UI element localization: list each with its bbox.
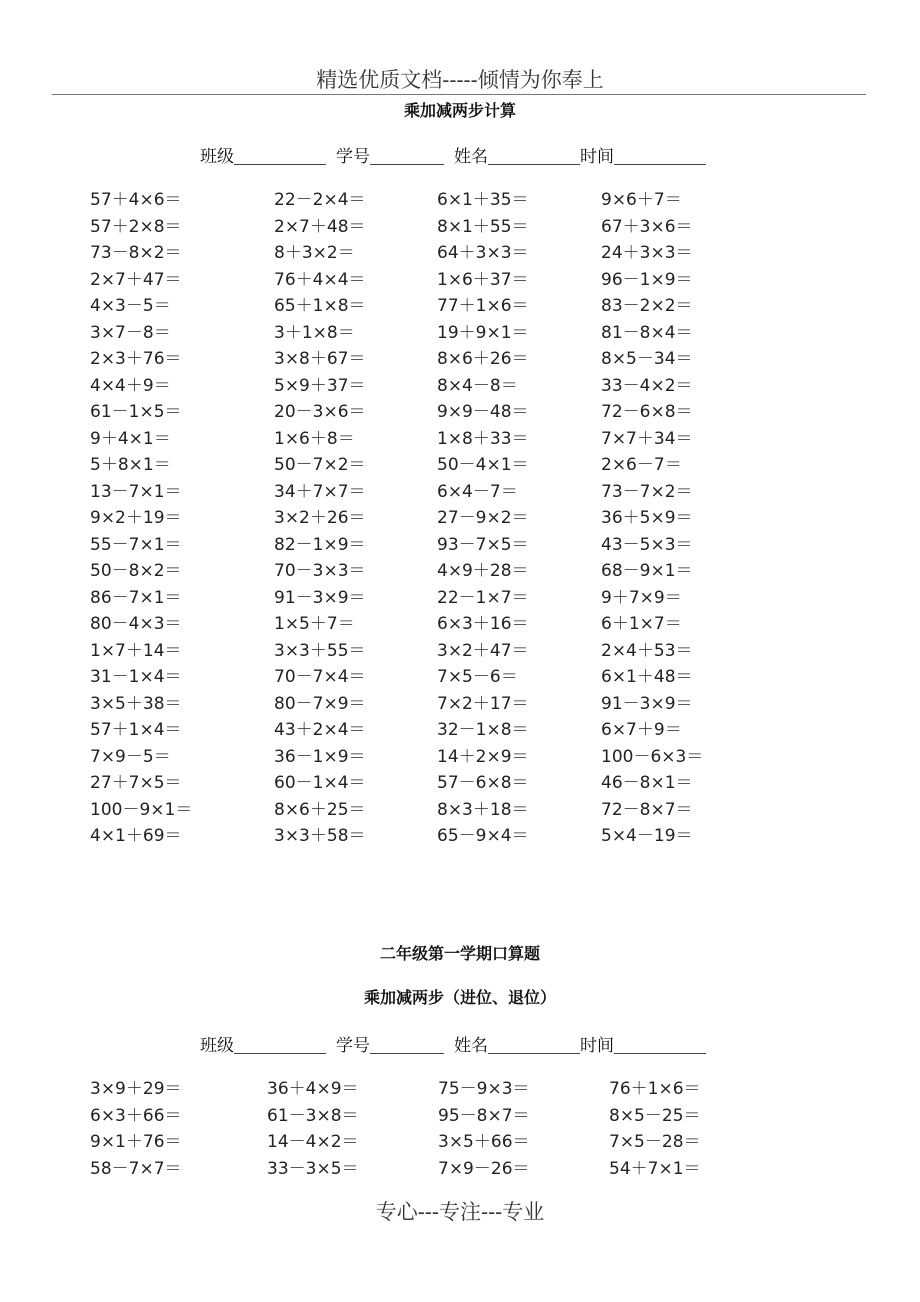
number-blank[interactable] [370,1037,444,1054]
math-problem: 24＋3×3＝ [601,243,693,263]
math-problem: 3×7－8＝ [90,322,171,343]
math-problem: 3×3＋55＝ [274,640,366,661]
math-problem: 3＋1×8＝ [274,322,355,343]
name-field[interactable] [454,142,580,167]
math-problem: 27＋7×5＝ [90,773,182,793]
math-problem: 5×4－19＝ [601,826,693,846]
math-problem: 4×4＋9＝ [90,375,171,396]
math-problem: 61－3×8＝ [267,1105,359,1126]
math-problem: 65－9×4＝ [437,826,529,846]
math-problem: 9＋4×1＝ [90,428,171,449]
class-blank[interactable] [234,148,326,165]
math-problem: 70－3×3＝ [274,561,366,581]
class-label: 班级 [200,1036,234,1056]
math-problem: 72－6×8＝ [601,402,693,422]
class-label: 班级 [200,147,234,167]
math-problem: 60－1×4＝ [274,773,366,793]
math-problem: 9×2＋19＝ [90,508,182,528]
math-problem: 70－7×4＝ [274,667,366,687]
math-problem: 8×1＋55＝ [437,216,529,237]
math-problem: 57＋1×4＝ [90,720,182,740]
section2-problem-grid [90,1074,739,1180]
math-problem: 43＋2×4＝ [274,720,366,740]
math-problem: 65＋1×8＝ [274,296,366,316]
math-problem: 1×7＋14＝ [90,640,182,661]
math-problem: 76＋4×4＝ [274,269,366,290]
math-problem: 8×5－25＝ [609,1105,701,1126]
class-blank[interactable] [234,1037,326,1054]
section2-subtitle: 乘加减两步（进位、退位） [363,988,556,1007]
math-problem: 22－2×4＝ [274,190,366,210]
number-label: 学号 [336,1036,370,1056]
math-problem: 9×6＋7＝ [601,190,682,210]
math-problem: 57＋4×6＝ [90,190,182,210]
math-problem: 22－1×7＝ [437,587,529,608]
name-blank[interactable] [488,1037,580,1054]
math-problem: 2×6－7＝ [601,455,682,475]
math-problem: 54＋7×1＝ [609,1158,701,1179]
number-blank[interactable] [370,148,444,165]
math-problem: 13－7×1＝ [90,481,182,502]
time-label: 时间 [580,147,614,167]
section1-info-row [200,142,706,167]
math-problem: 2×7＋48＝ [274,216,366,237]
math-problem: 1×6＋37＝ [437,269,529,290]
math-problem: 93－7×5＝ [437,534,529,555]
math-problem: 5×9＋37＝ [274,375,366,396]
math-problem: 100－6×3＝ [601,746,704,767]
math-problem: 6×1＋48＝ [601,667,693,687]
math-problem: 3×9＋29＝ [90,1079,182,1099]
math-problem: 27－9×2＝ [437,508,529,528]
math-problem: 33－4×2＝ [601,375,693,396]
page-header: 精选优质文档-----倾情为你奉上 [316,68,604,92]
math-problem: 8×6＋25＝ [274,799,366,820]
class-field[interactable] [200,1031,326,1056]
number-label: 学号 [336,147,370,167]
section1-title: 乘加减两步计算 [403,101,516,120]
math-problem: 6×7＋9＝ [601,720,682,740]
math-problem: 1×6＋8＝ [274,428,355,449]
math-problem: 67＋3×6＝ [601,216,693,237]
math-problem: 31－1×4＝ [90,667,182,687]
math-problem: 7×5－6＝ [437,667,518,687]
math-problem: 50－7×2＝ [274,455,366,475]
math-problem: 80－7×9＝ [274,693,366,714]
math-problem: 57＋2×8＝ [90,216,182,237]
math-problem: 7×2＋17＝ [437,693,529,714]
math-problem: 83－2×2＝ [601,296,693,316]
math-problem: 3×2＋47＝ [437,640,529,661]
math-problem: 7×5－28＝ [609,1132,701,1152]
math-problem: 64＋3×3＝ [437,243,529,263]
number-field[interactable] [336,1031,444,1056]
math-problem: 7×9－26＝ [438,1158,530,1179]
math-problem: 3×2＋26＝ [274,508,366,528]
math-problem: 1×5＋7＝ [274,614,355,634]
math-problem: 8×6＋26＝ [437,349,529,369]
class-field[interactable] [200,142,326,167]
math-problem: 61－1×5＝ [90,402,182,422]
math-problem: 81－8×4＝ [601,322,693,343]
math-problem: 3×3＋58＝ [274,826,366,846]
math-problem: 2×7＋47＝ [90,269,182,290]
math-problem: 68－9×1＝ [601,561,693,581]
math-problem: 8×5－34＝ [601,349,693,369]
time-blank[interactable] [614,148,706,165]
number-field[interactable] [336,142,444,167]
math-problem: 5＋8×1＝ [90,455,171,475]
math-problem: 6×4－7＝ [437,481,518,502]
math-problem: 9＋7×9＝ [601,587,682,608]
math-problem: 57－6×8＝ [437,773,529,793]
math-problem: 3×5＋66＝ [438,1132,530,1152]
math-problem: 82－1×9＝ [274,534,366,555]
math-problem: 1×8＋33＝ [437,428,529,449]
math-problem: 4×9＋28＝ [437,561,529,581]
math-problem: 14＋2×9＝ [437,746,529,767]
math-problem: 32－1×8＝ [437,720,529,740]
name-label: 姓名 [454,147,488,167]
math-problem: 50－4×1＝ [437,455,529,475]
math-problem: 19＋9×1＝ [437,322,529,343]
math-problem: 7×7＋34＝ [601,428,693,449]
time-blank[interactable] [614,1037,706,1054]
name-label: 姓名 [454,1036,488,1056]
math-problem: 95－8×7＝ [438,1105,530,1126]
math-problem: 8＋3×2＝ [274,243,355,263]
math-problem: 20－3×6＝ [274,402,366,422]
math-problem: 91－3×9＝ [601,693,693,714]
math-problem: 36＋5×9＝ [601,508,693,528]
math-problem: 43－5×3＝ [601,534,693,555]
section2-title: 二年级第一学期口算题 [379,944,540,963]
math-problem: 34＋7×7＝ [274,481,366,502]
time-label: 时间 [580,1036,614,1056]
math-problem: 6＋1×7＝ [601,614,682,634]
math-problem: 50－8×2＝ [90,561,182,581]
math-problem: 9×1＋76＝ [90,1132,182,1152]
math-problem: 6×3＋66＝ [90,1105,182,1126]
math-problem: 58－7×7＝ [90,1158,182,1179]
math-problem: 33－3×5＝ [267,1158,359,1179]
math-problem: 2×3＋76＝ [90,349,182,369]
time-field[interactable] [580,142,706,167]
math-problem: 2×4＋53＝ [601,640,693,661]
math-problem: 46－8×1＝ [601,773,693,793]
time-field[interactable] [580,1031,706,1056]
section2-info-row [200,1031,706,1056]
math-problem: 77＋1×6＝ [437,296,529,316]
section1-problem-grid [90,185,731,848]
math-problem: 6×1＋35＝ [437,190,529,210]
math-problem: 80－4×3＝ [90,614,182,634]
math-problem: 75－9×3＝ [438,1079,530,1099]
math-problem: 8×4－8＝ [437,375,518,396]
math-problem: 76＋1×6＝ [609,1079,701,1099]
page-footer: 专心---专注---专业 [375,1200,545,1224]
name-blank[interactable] [488,148,580,165]
name-field[interactable] [454,1031,580,1056]
math-problem: 73－7×2＝ [601,481,693,502]
math-problem: 8×3＋18＝ [437,799,529,820]
math-problem: 72－8×7＝ [601,799,693,820]
math-problem: 4×1＋69＝ [90,826,182,846]
math-problem: 3×5＋38＝ [90,693,182,714]
math-problem: 3×8＋67＝ [274,349,366,369]
math-problem: 100－9×1＝ [90,799,193,820]
math-problem: 9×9－48＝ [437,402,529,422]
math-problem: 14－4×2＝ [267,1132,359,1152]
math-problem: 73－8×2＝ [90,243,182,263]
header-divider [52,94,866,95]
math-problem: 7×9－5＝ [90,746,171,767]
math-problem: 86－7×1＝ [90,587,182,608]
math-problem: 36＋4×9＝ [267,1079,359,1099]
math-problem: 96－1×9＝ [601,269,693,290]
math-problem: 36－1×9＝ [274,746,366,767]
math-problem: 55－7×1＝ [90,534,182,555]
math-problem: 4×3－5＝ [90,296,171,316]
math-problem: 6×3＋16＝ [437,614,529,634]
math-problem: 91－3×9＝ [274,587,366,608]
